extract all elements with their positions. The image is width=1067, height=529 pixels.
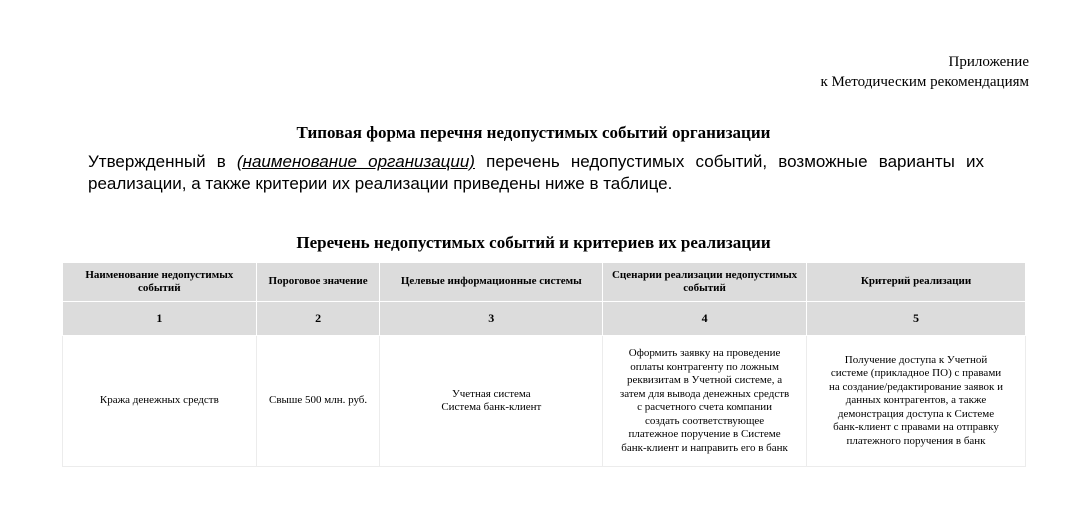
criterion-cell xyxy=(807,336,1026,467)
scenario-text: Оформить заявку на проведение оплаты контрагенту по ложным реквизитам в Учетной системе, а затем для вывода денежных средств с расчетного счета компании создать соответствующее платежное поручение в Системе банк-клиент и направить его в банк xyxy=(619,347,790,454)
column-header-threshold: Пороговое значение xyxy=(256,263,380,302)
column-number-1: 1 xyxy=(63,302,257,336)
target-systems-cell xyxy=(380,336,603,467)
threshold-cell: Свыше 500 млн. руб. xyxy=(256,336,380,467)
table-number-row xyxy=(63,302,1026,336)
scenario-cell xyxy=(603,336,807,467)
event-name-cell: Кража денежных средств xyxy=(63,336,257,467)
column-header-systems: Целевые информационные системы xyxy=(380,263,603,302)
table-title: Перечень недопустимых событий и критериев их реализации xyxy=(296,233,771,252)
organization-name-placeholder: (наименование организации) xyxy=(236,152,475,171)
target-system-1: Учетная система xyxy=(451,387,531,400)
column-header-events: Наименование недопустимых событий xyxy=(63,263,257,302)
intro-text-before: Утвержденный в xyxy=(88,152,237,171)
table-header-row xyxy=(63,263,1026,302)
target-system-2: Система банк-клиент xyxy=(441,401,542,413)
appendix-reference xyxy=(820,52,1029,92)
criterion-text: Получение доступа к Учетной системе (прикладное ПО) с правами на создание/редактирование заявок и данных контрагентов, а также демонстрация доступа к Системе банк-клиент с правами на отправку платежного поручения в банк xyxy=(828,353,1004,447)
intro-text-after: перечень недопустимых событий, возможные варианты их реализации, а также критерии их реализации приведены ниже в таблице. xyxy=(88,152,984,193)
intro-paragraph xyxy=(88,151,984,195)
events-table xyxy=(62,262,1026,467)
appendix-line-1: Приложение xyxy=(948,54,1029,70)
column-number-5: 5 xyxy=(807,302,1026,336)
column-header-criterion: Критерий реализации xyxy=(807,263,1026,302)
table-row xyxy=(63,336,1026,467)
column-number-4: 4 xyxy=(603,302,807,336)
column-header-scenarios: Сценарии реализации недопустимых событий xyxy=(603,263,807,302)
column-number-3: 3 xyxy=(380,302,603,336)
column-number-2: 2 xyxy=(256,302,380,336)
appendix-line-2: к Методическим рекомендациям xyxy=(820,74,1029,90)
document-title: Типовая форма перечня недопустимых событий организации xyxy=(296,123,771,142)
